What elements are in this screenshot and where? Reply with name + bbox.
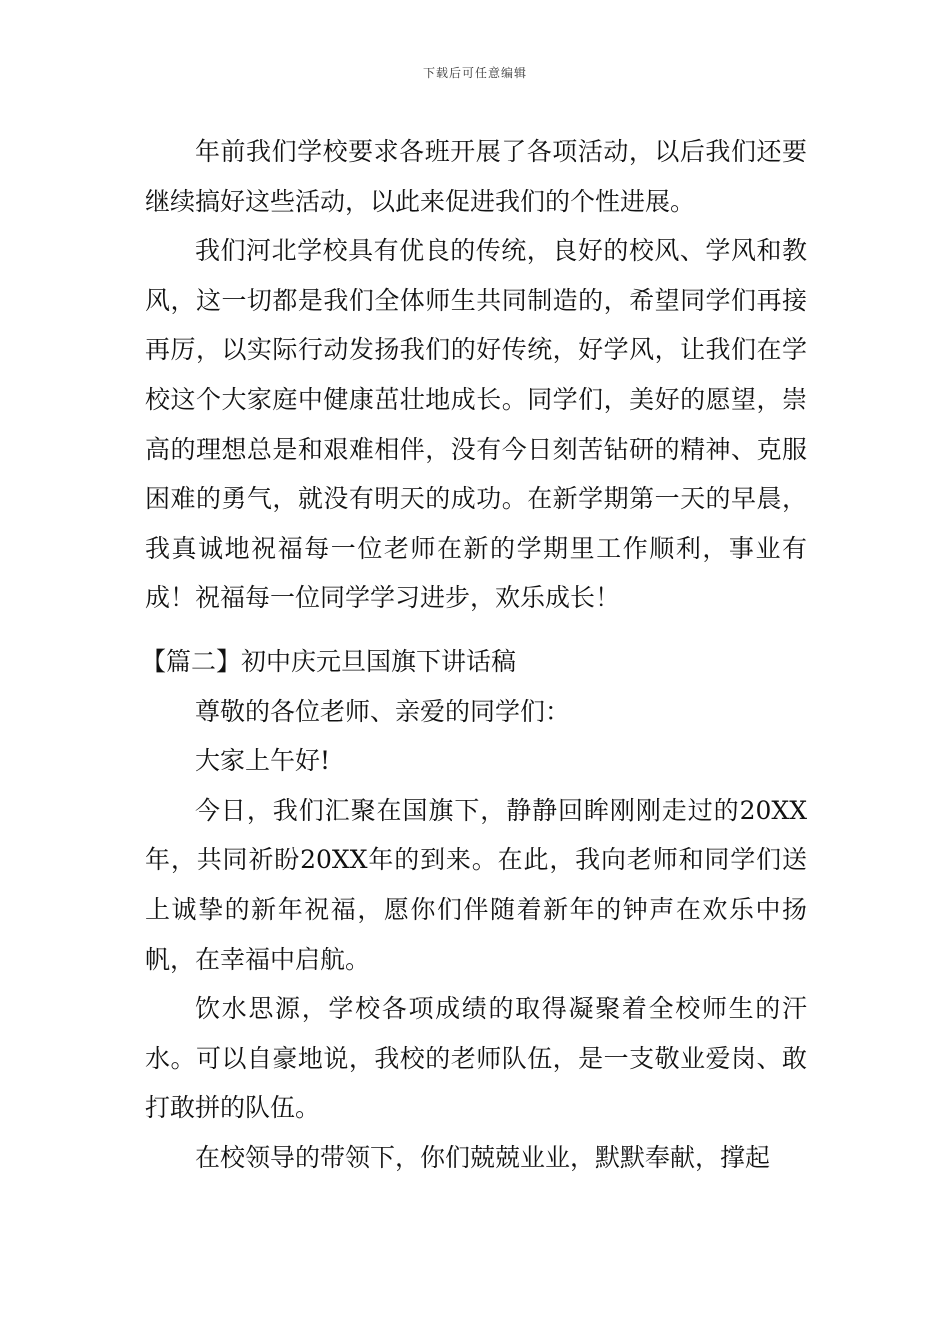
greeting: 大家上午好! [195,746,331,776]
document-body [141,127,807,1182]
body-paragraph: 今日，我们汇聚在国旗下，静静回眸刚刚走过的20XX年，共同祈盼20XX年的到来。在此，我向老师和同学们送上诚挚的新年祝福，愿你们伴随着新年的钟声在欢乐中扬帆，在幸福中启航。 [145,795,807,974]
body-paragraph: 我们河北学校具有优良的传统，良好的校风、学风和教风，这一切都是我们全体师生共同制造的，希望同学们再接再厉，以实际行动发扬我们的好传统，好学风，让我们在学校这个大家庭中健康茁壮地成长。同学们，美好的愿望，崇高的理想总是和艰难相伴，没有今日刻苦钻研的精神、克服困难的勇气，就没有明天的成功。在新学期第一天的早晨，我真诚地祝福每一位老师在新的学期里工作顺利，事业有成！祝福每一位同学学习进步，欢乐成长！ [145,236,807,613]
section-title: 【篇二】初中庆元旦国旗下讲话稿 [141,646,517,676]
body-paragraph: 饮水思源，学校各项成绩的取得凝聚着全校师生的汗水。可以自豪地说，我校的老师队伍，是一支敬业爱岗、敢打敢拼的队伍。 [145,994,807,1123]
page-header: 下载后可任意编辑 [422,66,527,80]
body-paragraph: 年前我们学校要求各班开展了各项活动，以后我们还要继续搞好这些活动，以此来促进我们的个性进展。 [145,137,807,216]
salutation: 尊敬的各位老师、亲爱的同学们： [195,696,571,726]
body-paragraph: 在校领导的带领下，你们兢兢业业，默默奉献，撑起 [195,1142,771,1172]
